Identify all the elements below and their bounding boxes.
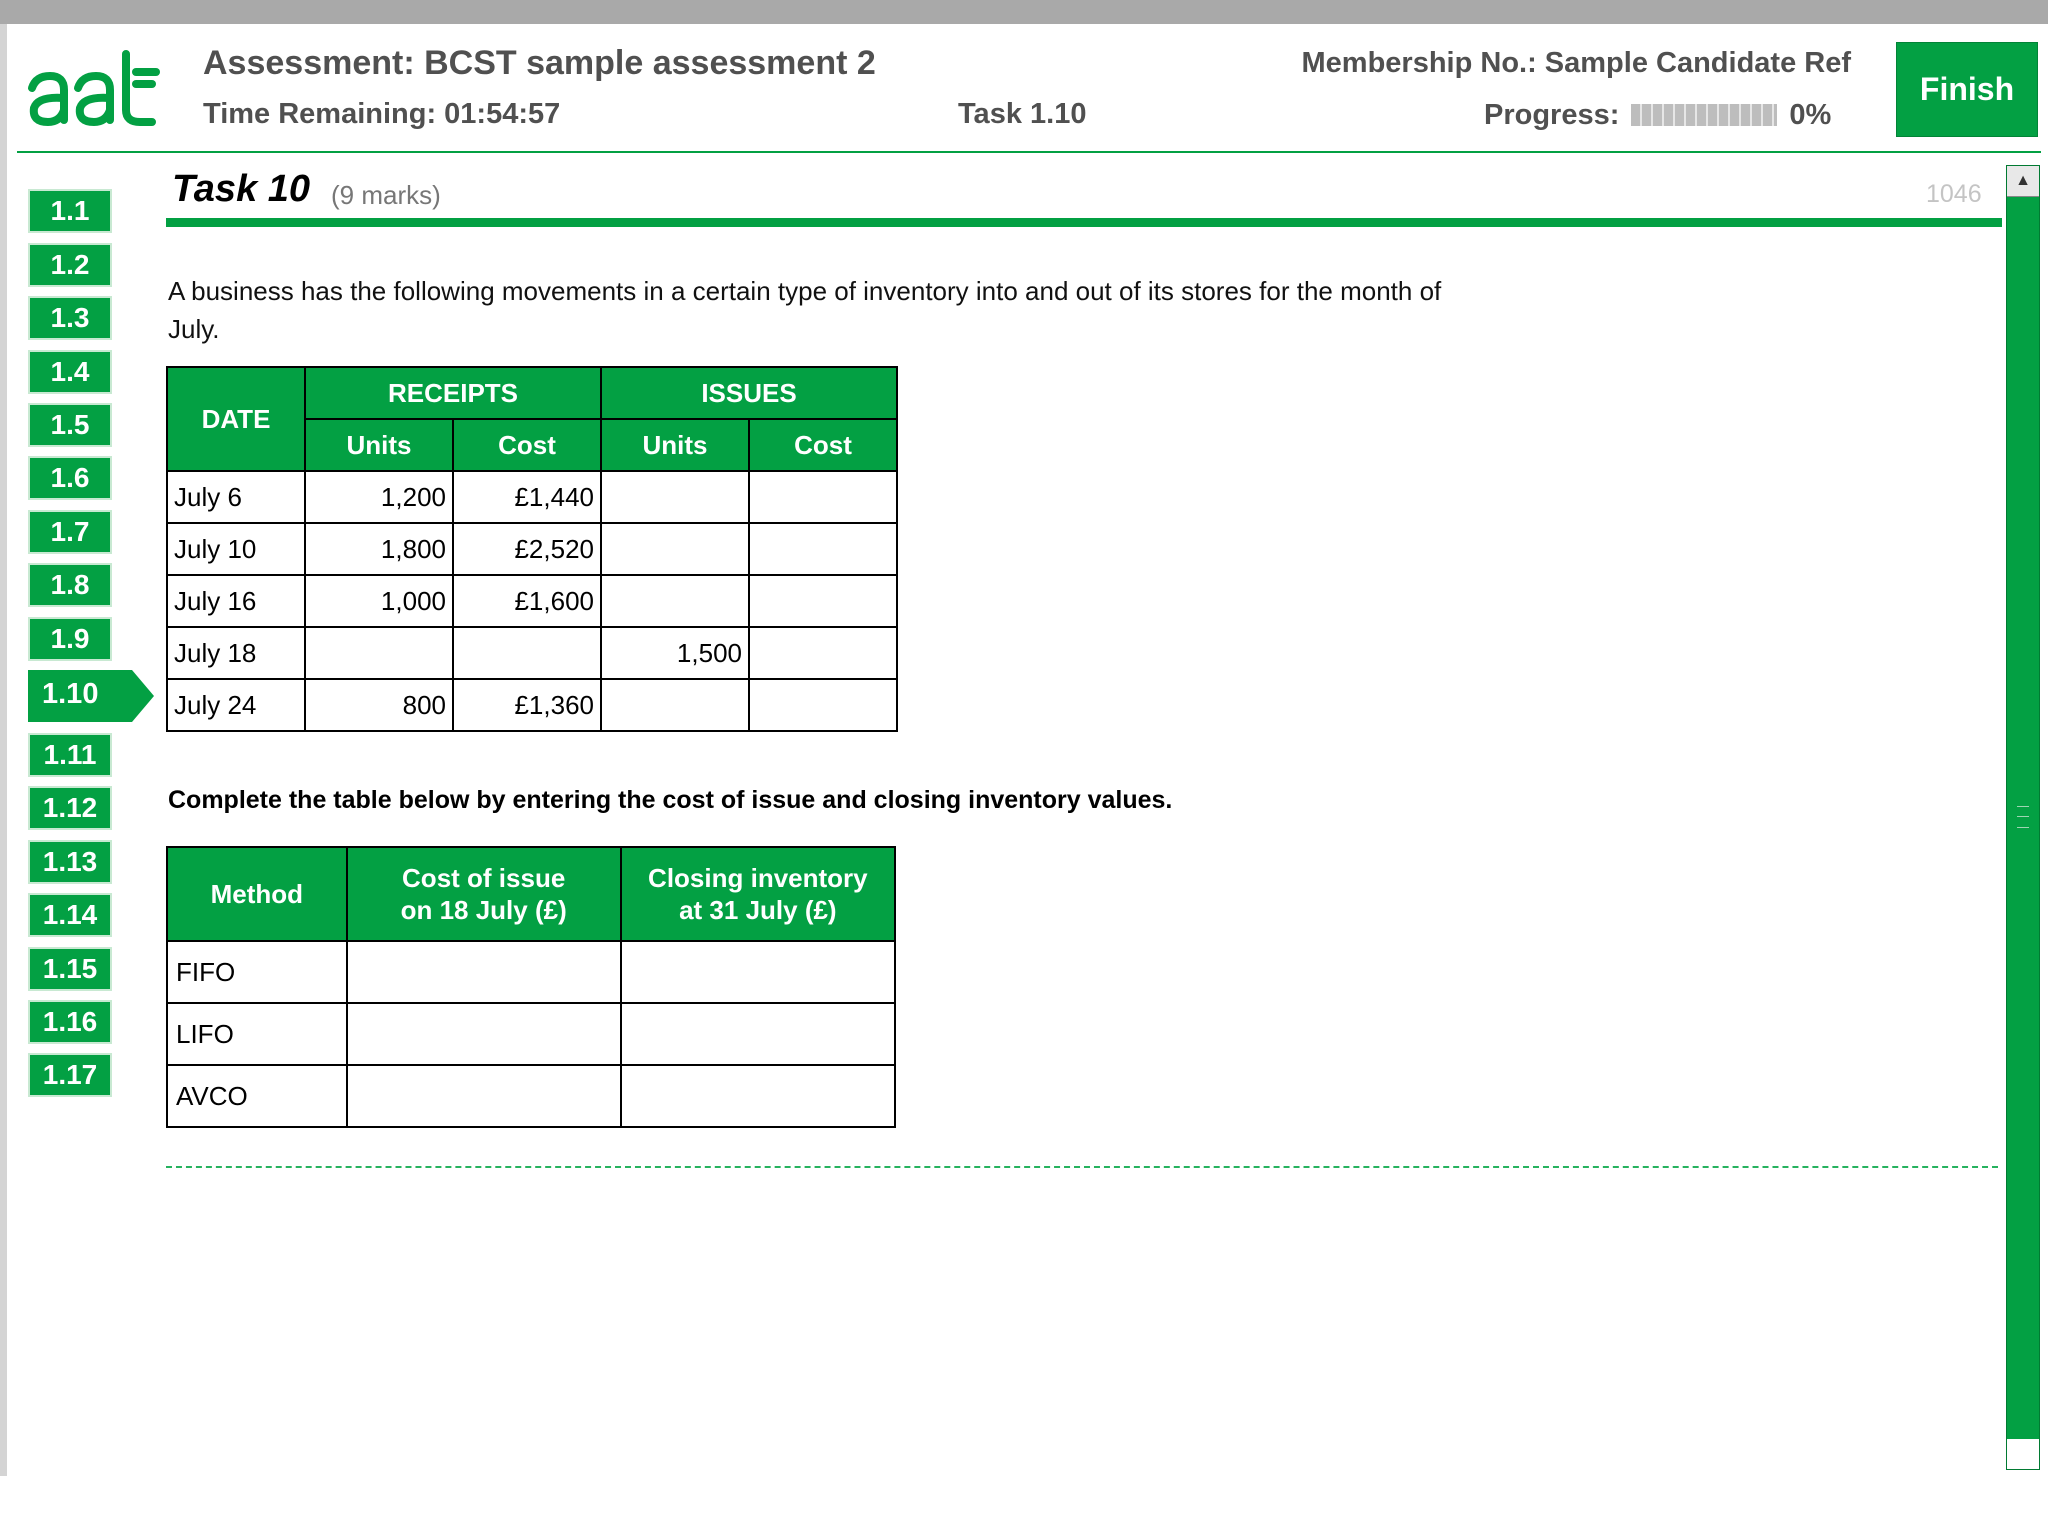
- col-header-closing-inventory-line1: Closing inventory: [648, 863, 868, 893]
- cell-method: FIFO: [167, 941, 347, 1003]
- cell-receipt-cost: [453, 627, 601, 679]
- nav-item-1-12[interactable]: 1.12: [28, 786, 112, 830]
- col-header-issue-units: Units: [601, 419, 749, 471]
- vertical-scrollbar[interactable]: [2006, 165, 2040, 1470]
- col-header-issue-cost: Cost: [749, 419, 897, 471]
- col-header-cost-of-issue-line2: on 18 July (£): [400, 895, 567, 925]
- membership-number: Membership No.: Sample Candidate Ref: [1301, 47, 1851, 79]
- cell-date: July 24: [167, 679, 305, 731]
- answer-table: [166, 846, 896, 1128]
- time-remaining: Time Remaining: 01:54:57: [203, 98, 561, 130]
- cell-receipt-units: 1,800: [305, 523, 453, 575]
- nav-item-1-9[interactable]: 1.9: [28, 617, 112, 661]
- cell-date: July 6: [167, 471, 305, 523]
- nav-item-1-11[interactable]: 1.11: [28, 733, 112, 777]
- cell-issue-units: [601, 575, 749, 627]
- cell-receipt-units: [305, 627, 453, 679]
- nav-item-1-6[interactable]: 1.6: [28, 456, 112, 500]
- cell-receipt-cost: £1,600: [453, 575, 601, 627]
- window-left-edge: [0, 24, 7, 1476]
- table-row: [167, 627, 897, 679]
- assessment-title: Assessment: BCST sample assessment 2: [203, 44, 876, 82]
- nav-item-1-8[interactable]: 1.8: [28, 563, 112, 607]
- col-header-date: DATE: [167, 367, 305, 471]
- table-row: [167, 1065, 895, 1127]
- cell-receipt-units: 1,200: [305, 471, 453, 523]
- task-title-rule: [166, 218, 2002, 227]
- nav-item-1-10-active[interactable]: [28, 670, 154, 722]
- inventory-movements-table: [166, 366, 898, 732]
- col-header-cost-of-issue: [347, 847, 621, 941]
- table-row: [167, 1003, 895, 1065]
- col-header-receipts: RECEIPTS: [305, 367, 601, 419]
- col-header-closing-inventory-line2: at 31 July (£): [679, 895, 837, 925]
- nav-item-1-3[interactable]: 1.3: [28, 296, 112, 340]
- nav-item-1-16[interactable]: 1.16: [28, 1000, 112, 1044]
- aat-logo: [26, 44, 162, 132]
- col-header-cost-of-issue-line1: Cost of issue: [402, 863, 566, 893]
- grip-icon[interactable]: [2017, 806, 2029, 828]
- nav-item-1-4[interactable]: 1.4: [28, 350, 112, 394]
- lifo-cost-of-issue-input[interactable]: [347, 1003, 621, 1065]
- content-end-divider: [166, 1166, 1998, 1168]
- task-title: Task 10: [172, 168, 311, 210]
- task-marks: (9 marks): [331, 180, 441, 210]
- cell-issue-units: [601, 523, 749, 575]
- finish-button[interactable]: Finish: [1896, 42, 2038, 137]
- cell-receipt-cost: £2,520: [453, 523, 601, 575]
- header-divider: [17, 151, 2041, 153]
- cell-receipt-units: 1,000: [305, 575, 453, 627]
- col-header-receipt-units: Units: [305, 419, 453, 471]
- nav-item-1-2[interactable]: 1.2: [28, 243, 112, 287]
- progress: [1484, 98, 1831, 132]
- cell-issue-cost: [749, 575, 897, 627]
- cell-issue-units: 1,500: [601, 627, 749, 679]
- cell-receipt-cost: £1,440: [453, 471, 601, 523]
- cell-method: AVCO: [167, 1065, 347, 1127]
- cell-receipt-units: 800: [305, 679, 453, 731]
- col-header-method: Method: [167, 847, 347, 941]
- cell-issue-cost: [749, 679, 897, 731]
- table-row: [167, 523, 897, 575]
- table-row: [167, 471, 897, 523]
- scrollbar-bottom-cap: [2007, 1439, 2039, 1469]
- task-instruction: Complete the table below by entering the cost of issue and closing inventory values.: [168, 786, 1173, 814]
- fifo-closing-inventory-input[interactable]: [621, 941, 895, 1003]
- triangle-up-icon[interactable]: ▲: [2007, 166, 2039, 197]
- nav-item-1-10-label: 1.10: [42, 678, 99, 710]
- task-code: 1046: [1926, 180, 1982, 208]
- nav-item-1-15[interactable]: 1.15: [28, 947, 112, 991]
- fifo-cost-of-issue-input[interactable]: [347, 941, 621, 1003]
- cell-date: July 16: [167, 575, 305, 627]
- window-top-strip: [0, 0, 2048, 24]
- cell-receipt-cost: £1,360: [453, 679, 601, 731]
- col-header-issues: ISSUES: [601, 367, 897, 419]
- nav-item-1-7[interactable]: 1.7: [28, 510, 112, 554]
- cell-issue-cost: [749, 523, 897, 575]
- table-row: [167, 679, 897, 731]
- window-bottom-area: [0, 1476, 2048, 1536]
- current-task-label: Task 1.10: [958, 98, 1087, 130]
- progress-label: Progress:: [1484, 98, 1620, 131]
- nav-item-1-5[interactable]: 1.5: [28, 403, 112, 447]
- table-row: [167, 941, 895, 1003]
- cell-issue-units: [601, 471, 749, 523]
- nav-item-1-17[interactable]: 1.17: [28, 1053, 112, 1097]
- col-header-receipt-cost: Cost: [453, 419, 601, 471]
- cell-date: July 18: [167, 627, 305, 679]
- progress-bar: [1631, 104, 1777, 126]
- cell-issue-units: [601, 679, 749, 731]
- col-header-closing-inventory: [621, 847, 895, 941]
- nav-item-1-14[interactable]: 1.14: [28, 893, 112, 937]
- progress-value: 0%: [1789, 98, 1832, 131]
- nav-item-1-1[interactable]: 1.1: [28, 189, 112, 233]
- avco-closing-inventory-input[interactable]: [621, 1065, 895, 1127]
- cell-issue-cost: [749, 627, 897, 679]
- cell-issue-cost: [749, 471, 897, 523]
- avco-cost-of-issue-input[interactable]: [347, 1065, 621, 1127]
- task-intro-text: A business has the following movements in a certain type of inventory into and out of its stores for the month of July.: [168, 276, 1442, 344]
- table-row: [167, 575, 897, 627]
- cell-method: LIFO: [167, 1003, 347, 1065]
- nav-item-1-13[interactable]: 1.13: [28, 840, 112, 884]
- cell-date: July 10: [167, 523, 305, 575]
- lifo-closing-inventory-input[interactable]: [621, 1003, 895, 1065]
